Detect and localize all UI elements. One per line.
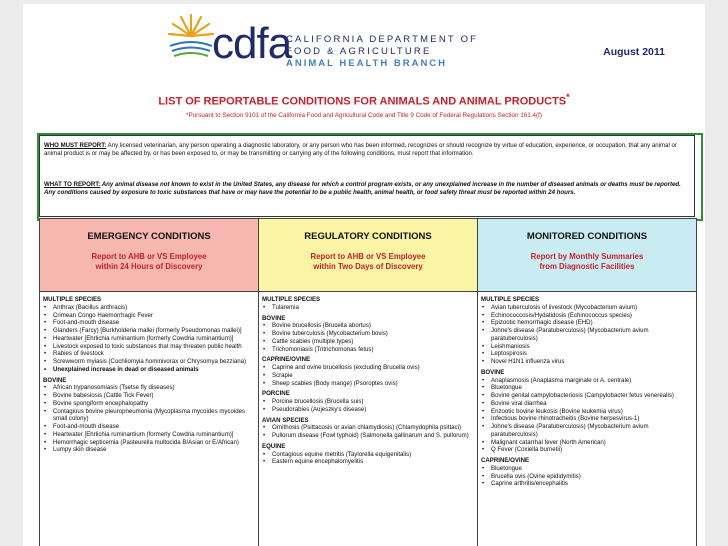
conditions-table — [39, 218, 697, 546]
section-heading: MULTIPLE SPECIES — [262, 296, 321, 303]
brand-logo-text: cdfa — [212, 19, 292, 68]
condition-item: • Crimean Congo Haemorrhagic Fever — [43, 312, 256, 320]
condition-item: • Bluetongue — [481, 465, 694, 473]
condition-item: • Foot-and-mouth disease — [43, 319, 256, 327]
condition-item: • Caprine arthritis/encephalitis — [481, 480, 694, 488]
column-instruction: Report to AHB or VS Employee within 24 Hours of Discovery — [91, 252, 207, 271]
condition-item: • Tularemia — [262, 304, 475, 312]
regulatory-header — [259, 219, 477, 292]
condition-item: • Bovine brucellosis (Brucella abortus) — [262, 322, 475, 330]
condition-item: • Anaplasmosis (Anaplasma marginale or A. centrale) — [481, 377, 694, 385]
condition-item: • Bovine tuberculosis (Mycobacterium bovis) — [262, 330, 475, 338]
condition-item: • Rabies of livestock — [43, 350, 256, 358]
document-page — [23, 4, 705, 546]
condition-item: • Heartwater [Ehrlichia ruminantium (formerly Cowdria ruminantium)] — [43, 431, 256, 439]
condition-item: • Cattle scabies (multiple types) — [262, 338, 475, 346]
condition-item: • Lumpy skin disease — [43, 446, 256, 454]
condition-item: • Foot-and-mouth disease — [43, 423, 256, 431]
condition-item: • Bovine viral diarrhea — [481, 400, 694, 408]
reporting-info-box — [39, 135, 695, 217]
condition-item: • Bovine spongiform encephalopathy — [43, 400, 256, 408]
section-heading: CAPRINE/OVINE — [481, 457, 530, 464]
monitored-header — [478, 219, 696, 292]
condition-item: • Screwworm myiasis (Cochliomyia hominivorax or Chrysomya bezziana) — [43, 358, 256, 366]
condition-item: • Sheep scabies (Body mange) (Psoroptes ovis) — [262, 380, 475, 388]
condition-item: • Livestock exposed to toxic substances that may threaten public health — [43, 343, 256, 351]
regulatory-column — [259, 219, 478, 546]
section-heading: AVIAN SPECIES — [262, 416, 309, 424]
condition-item: • Bovine babesiosis (Cattle Tick Fever) — [43, 392, 256, 400]
condition-item: • Ornithosis (Psittacosis or avian chlamydiosis) (Chlamydophila psittaci) — [262, 424, 475, 432]
condition-item: • Bluetongue — [481, 384, 694, 392]
condition-item: • Leishmaniosis — [481, 343, 694, 351]
column-body — [262, 296, 475, 466]
document-date: August 2011 — [603, 46, 665, 58]
org-line-2: FOOD & AGRICULTURE — [286, 46, 432, 57]
condition-item: • Porcine brucellosis (Brucella suis) — [262, 398, 475, 406]
section-heading: BOVINE — [262, 314, 286, 322]
org-line-1: CALIFORNIA DEPARTMENT OF — [286, 34, 479, 45]
sun-logo-icon — [166, 12, 216, 60]
title-asterisk: * — [566, 92, 570, 102]
title-text: LIST OF REPORTABLE CONDITIONS FOR ANIMALS AND ANIMAL PRODUCTS — [158, 95, 567, 108]
condition-item: • Echinococcosis/Hydatidosis (Echinococcus species) — [481, 312, 694, 320]
condition-item: • Heartwater [Ehrlichia ruminantium (formerly Cowdria ruminantium)] — [43, 335, 256, 343]
condition-item: • Contagious equine metritis (Taylorella equigenitalis) — [262, 451, 475, 459]
who-text: Any licensed veterinarian, any person operating a diagnostic laboratory, or any person who has been informed, recognizes or should recognize by virtue of education, experience, or occupation, that any animal or animal product is or may be affected by, or has been exposed to, or may be transmitting or carrying any of the following conditions, must report that information. — [44, 142, 677, 158]
what-text: Any animal disease not known to exist in the United States, any disease for which a control program exists, or any unexplained increase in the number of diseased animals or deaths must be reported. Any conditions caused by exposure to toxic substances that have or may have the potential to be a public health, animal health, or food safety threat must be reported within 24 hours. — [44, 181, 681, 197]
condition-item: • Bovine genital campylobacteriosis (Campylobacter fetus venerealis) — [481, 392, 694, 400]
org-line-3: ANIMAL HEALTH BRANCH — [286, 58, 448, 69]
what-to-report — [44, 181, 688, 197]
organization-name — [286, 34, 478, 70]
column-heading: MONITORED CONDITIONS — [526, 231, 648, 242]
column-body — [481, 296, 694, 488]
emergency-column — [40, 219, 259, 546]
column-instruction: Report to AHB or VS Employee within Two Days of Discovery — [310, 252, 426, 271]
condition-item: • Pseudorabies (Aujeszky's disease) — [262, 406, 475, 414]
condition-item: • Q Fever (Coxiella burnetii) — [481, 446, 694, 454]
condition-item: • Leptospirosis — [481, 350, 694, 358]
condition-item: • Johne's disease (Paratuberculosis) (Mycobacterium avium paratuberculosis) — [481, 423, 694, 439]
condition-item: • Avian tuberculosis of livestock (Mycobacterium avium) — [481, 304, 694, 312]
who-must-report — [44, 142, 688, 158]
condition-item: • Scrapie — [262, 372, 475, 380]
section-heading: MULTIPLE SPECIES — [481, 296, 540, 303]
section-heading: CAPRINE/OVINE — [262, 356, 311, 364]
condition-item: • Malignant catarrhal fever (North American) — [481, 439, 694, 447]
section-heading: MULTIPLE SPECIES — [43, 296, 102, 303]
condition-item: • Glanders (Farcy) [Burkholderia mallei (formerly Pseudomonas mallei)] — [43, 327, 256, 335]
who-label: WHO MUST REPORT: — [44, 142, 107, 149]
condition-item: • Contagious bovine pleuropneumonia (Mycoplasma mycoides mycoides small colony) — [43, 408, 256, 424]
section-heading: BOVINE — [481, 368, 505, 376]
condition-item: • Hemorrhagic septicemia (Pasteurella multocida B/Asian or E/African) — [43, 439, 256, 447]
condition-item: • African trypanosomiasis (Tsetse fly diseases) — [43, 384, 256, 392]
document-subtitle: *Pursuant to Section 9101 of the California Food and Agricultural Code and Title 9 Code of Federal Regulations Section 161.4(f) — [186, 112, 542, 119]
condition-item: • Enzootic bovine leukosis (Bovine leukemia virus) — [481, 408, 694, 416]
condition-item: • Epizootic hemorrhagic disease (EHD) — [481, 319, 694, 327]
column-body — [43, 296, 256, 454]
condition-item: • Eastern equine encephalomyelitis — [262, 458, 475, 466]
condition-item: • Trichomoniasis (Tritrichomonas fetus) — [262, 346, 475, 354]
what-label: WHAT TO REPORT: — [44, 181, 101, 188]
column-instruction: Report by Monthly Summaries from Diagnostic Facilities — [530, 252, 644, 271]
condition-item: • Caprine and ovine brucellosis (excluding Brucella ovis) — [262, 364, 475, 372]
condition-item: • Anthrax (Bacillus anthracis) — [43, 304, 256, 312]
condition-item: • Pullorum disease (Fowl typhoid) (Salmonella gallinarum and S. pullorum) — [262, 432, 475, 440]
condition-item: • Novel H1N1 influenza virus — [481, 358, 694, 366]
section-heading: PORCINE — [262, 390, 290, 398]
column-heading: REGULATORY CONDITIONS — [304, 231, 432, 242]
section-heading: BOVINE — [43, 376, 67, 384]
column-heading: EMERGENCY CONDITIONS — [87, 231, 211, 242]
condition-item: • Johne's disease (Paratuberculosis) (Mycobacterium avium paratuberculosis) — [481, 327, 694, 343]
condition-item: • Infectious bovine rhinotracheitis (Bovine herpesvirus-1) — [481, 415, 694, 423]
condition-item: • Unexplained increase in dead or diseased animals — [43, 366, 256, 374]
section-heading: EQUINE — [262, 442, 286, 450]
monitored-column — [478, 219, 696, 546]
document-title — [23, 92, 705, 108]
emergency-header — [40, 219, 258, 292]
condition-item: • Brucella ovis (Ovine epididymitis) — [481, 473, 694, 481]
